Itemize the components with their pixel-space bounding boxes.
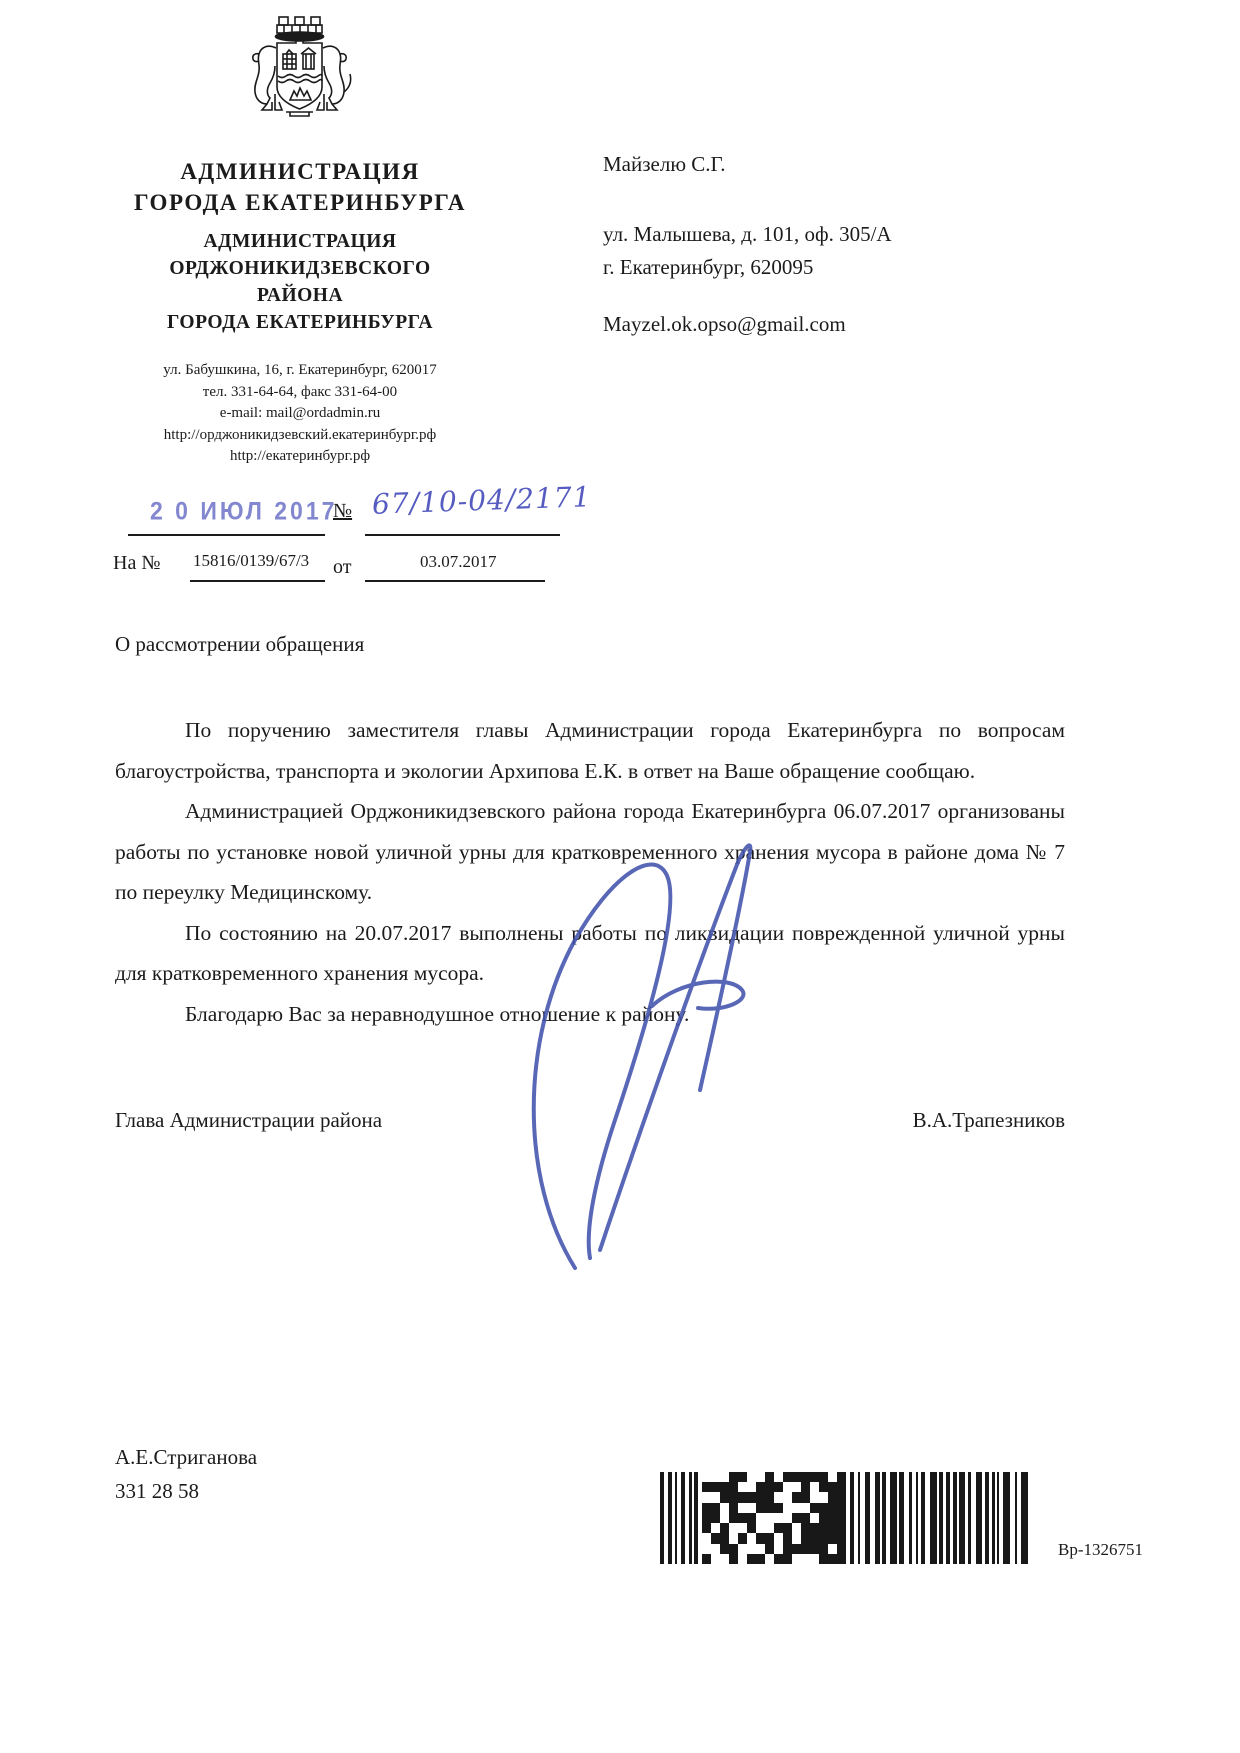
letterhead-phone-fax: тел. 331-64-64, факс 331-64-00 — [202, 383, 398, 400]
base-console-icon — [286, 112, 313, 116]
yekaterinburg-coat-of-arms-icon — [234, 14, 366, 126]
mural-crown-icon — [276, 17, 324, 41]
letter-body — [115, 710, 1065, 1034]
registration-date-stamp: 2 0 ИЮЛ 2017 — [150, 496, 338, 526]
executor-name: А.Е.Стриганова — [115, 1445, 258, 1469]
incoming-number: 15816/0139/67/3 — [193, 551, 310, 570]
district-administration-line4: ГОРОДА ЕКАТЕРИНБУРГА — [166, 312, 434, 333]
barcode-bar — [890, 1472, 897, 1564]
body-paragraph: По поручению заместителя главы Администрации города Екатеринбурга по вопросам благоустройства, транспорта и экологии Архипова Е.К. в ответ на Ваше обращение сообщаю. — [115, 718, 1065, 783]
city-administration-line2: ГОРОДА ЕКАТЕРИНБУРГА — [134, 190, 466, 215]
letterhead-crest — [110, 14, 490, 131]
number-underline — [365, 534, 560, 536]
registration-barcode — [660, 1472, 1052, 1564]
city-administration-line1: АДМИНИСТРАЦИЯ — [180, 159, 420, 184]
barcode-bar — [1003, 1472, 1010, 1564]
barcode-label: Вр-1326751 — [1058, 1540, 1143, 1559]
incoming-number-underline — [190, 580, 325, 582]
in-reply-label: На № — [113, 552, 161, 574]
district-administration-line3: РАЙОНА — [256, 285, 344, 306]
from-label: от — [333, 556, 352, 578]
recipient-address-line2: г. Екатеринбург, 620095 — [603, 255, 814, 279]
body-paragraph: По состоянию на 20.07.2017 выполнены работы по ликвидации поврежденной уличной урны для кратковременного хранения мусора. — [115, 920, 1065, 985]
shield-icon — [277, 39, 322, 109]
body-paragraph: Администрацией Орджоникидзевского района города Екатеринбурга 06.07.2017 организованы работы по установке новой уличной урны для кратковременного хранения мусора в районе дома № 7 по переулку Медицинскому. — [115, 799, 1065, 904]
letterhead-address: ул. Бабушкина, 16, г. Екатеринбург, 620017 — [163, 362, 437, 378]
signer-name: В.А.Трапезников — [912, 1108, 1065, 1132]
executor-phone: 331 28 58 — [115, 1479, 199, 1503]
district-administration-line1: АДМИНИСТРАЦИЯ — [203, 231, 397, 252]
subject-line: О рассмотрении обращения — [115, 632, 365, 656]
incoming-date-underline — [365, 580, 545, 582]
barcode-bar — [1021, 1472, 1028, 1564]
letterhead-site-district: http://орджоникидзевский.екатеринбург.рф — [163, 426, 437, 443]
recipient-name: Майзелю С.Г. — [603, 152, 726, 176]
letterhead-email: e-mail: mail@ordadmin.ru — [219, 405, 381, 421]
body-paragraph: Благодарю Вас за неравнодушное отношение к району. — [185, 1001, 690, 1026]
number-sign: № — [333, 500, 353, 522]
recipient-address-line1: ул. Малышева, д. 101, оф. 305/А — [603, 222, 892, 246]
outgoing-number-handwritten: 67/10-04/2171 — [371, 480, 592, 521]
recipient-email: Mayzel.ok.opso@gmail.com — [603, 312, 846, 336]
letterhead-site-city: http://екатеринбург.рф — [229, 448, 371, 464]
district-administration-line2: ОРДЖОНИКИДЗЕВСКОГО — [169, 258, 431, 279]
date-underline — [128, 534, 325, 536]
barcode-bar — [930, 1472, 937, 1564]
signer-position: Глава Администрации района — [115, 1108, 383, 1132]
incoming-date: 03.07.2017 — [420, 552, 497, 571]
barcode-datamatrix — [702, 1472, 846, 1564]
